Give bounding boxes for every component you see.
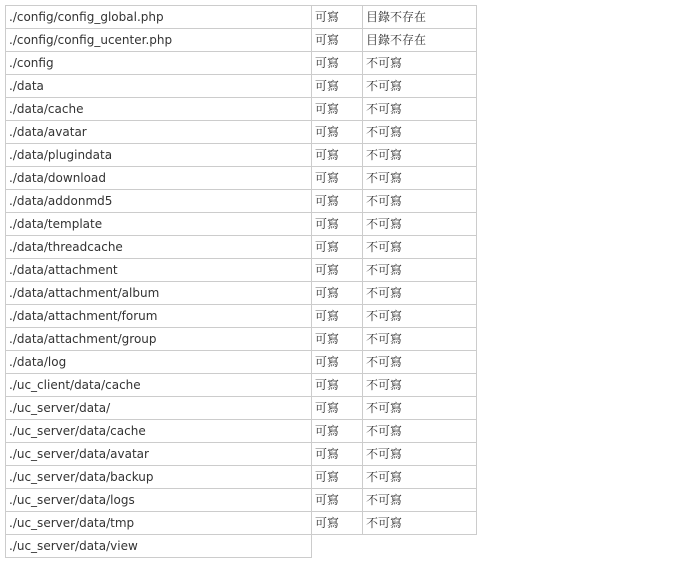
table-row	[6, 328, 477, 351]
required-permission-cell: 可寫	[312, 420, 363, 443]
directory-path-cell: ./data/cache	[6, 98, 312, 121]
empty-cell	[312, 535, 363, 558]
current-status-cell: 不可寫	[363, 305, 477, 328]
required-permission-cell: 可寫	[312, 29, 363, 52]
table-row	[6, 213, 477, 236]
table-row	[6, 190, 477, 213]
empty-cell	[363, 535, 477, 558]
required-permission-cell: 可寫	[312, 75, 363, 98]
current-status-cell: 不可寫	[363, 512, 477, 535]
current-status-cell: 目錄不存在	[363, 29, 477, 52]
table-row	[6, 259, 477, 282]
table-row	[6, 351, 477, 374]
current-status-cell: 不可寫	[363, 236, 477, 259]
table-row	[6, 75, 477, 98]
directory-path-cell: ./data/template	[6, 213, 312, 236]
table-row	[6, 420, 477, 443]
required-permission-cell: 可寫	[312, 236, 363, 259]
directory-path-cell: ./uc_server/data/cache	[6, 420, 312, 443]
directory-path-cell: ./config/config_global.php	[6, 6, 312, 29]
current-status-cell: 不可寫	[363, 397, 477, 420]
table-row	[6, 52, 477, 75]
directory-path-cell: ./data/plugindata	[6, 144, 312, 167]
required-permission-cell: 可寫	[312, 489, 363, 512]
table-row	[6, 535, 477, 558]
required-permission-cell: 可寫	[312, 213, 363, 236]
current-status-cell: 不可寫	[363, 374, 477, 397]
directory-path-cell: ./data	[6, 75, 312, 98]
directory-path-cell: ./data/attachment/group	[6, 328, 312, 351]
directory-path-cell: ./data/threadcache	[6, 236, 312, 259]
current-status-cell: 不可寫	[363, 259, 477, 282]
required-permission-cell: 可寫	[312, 305, 363, 328]
table-row	[6, 144, 477, 167]
current-status-cell: 目錄不存在	[363, 6, 477, 29]
directory-path-cell: ./data/attachment/album	[6, 282, 312, 305]
current-status-cell: 不可寫	[363, 351, 477, 374]
directory-path-cell: ./data/attachment	[6, 259, 312, 282]
required-permission-cell: 可寫	[312, 121, 363, 144]
directory-path-cell: ./uc_server/data/tmp	[6, 512, 312, 535]
directory-permission-table	[5, 5, 477, 558]
required-permission-cell: 可寫	[312, 98, 363, 121]
required-permission-cell: 可寫	[312, 282, 363, 305]
directory-path-cell: ./config/config_ucenter.php	[6, 29, 312, 52]
table-row	[6, 397, 477, 420]
directory-path-cell: ./uc_server/data/avatar	[6, 443, 312, 466]
required-permission-cell: 可寫	[312, 328, 363, 351]
current-status-cell: 不可寫	[363, 144, 477, 167]
table-row	[6, 443, 477, 466]
directory-path-cell: ./uc_server/data/backup	[6, 466, 312, 489]
directory-path-cell: ./data/attachment/forum	[6, 305, 312, 328]
current-status-cell: 不可寫	[363, 121, 477, 144]
table-row	[6, 236, 477, 259]
required-permission-cell: 可寫	[312, 351, 363, 374]
table-row	[6, 6, 477, 29]
table-row	[6, 282, 477, 305]
current-status-cell: 不可寫	[363, 466, 477, 489]
required-permission-cell: 可寫	[312, 144, 363, 167]
current-status-cell: 不可寫	[363, 282, 477, 305]
current-status-cell: 不可寫	[363, 167, 477, 190]
table-row	[6, 466, 477, 489]
directory-permission-table-body	[6, 6, 477, 558]
directory-path-cell: ./data/download	[6, 167, 312, 190]
current-status-cell: 不可寫	[363, 213, 477, 236]
directory-path-cell: ./data/addonmd5	[6, 190, 312, 213]
required-permission-cell: 可寫	[312, 443, 363, 466]
current-status-cell: 不可寫	[363, 190, 477, 213]
required-permission-cell: 可寫	[312, 374, 363, 397]
required-permission-cell: 可寫	[312, 190, 363, 213]
required-permission-cell: 可寫	[312, 397, 363, 420]
required-permission-cell: 可寫	[312, 512, 363, 535]
current-status-cell: 不可寫	[363, 443, 477, 466]
table-row	[6, 167, 477, 190]
directory-path-cell: ./config	[6, 52, 312, 75]
table-row	[6, 29, 477, 52]
current-status-cell: 不可寫	[363, 52, 477, 75]
directory-path-cell: ./data/avatar	[6, 121, 312, 144]
directory-path-cell: ./data/log	[6, 351, 312, 374]
required-permission-cell: 可寫	[312, 259, 363, 282]
table-row	[6, 98, 477, 121]
current-status-cell: 不可寫	[363, 420, 477, 443]
required-permission-cell: 可寫	[312, 466, 363, 489]
directory-path-cell: ./uc_server/data/view	[6, 535, 312, 558]
table-row	[6, 512, 477, 535]
table-row	[6, 305, 477, 328]
current-status-cell: 不可寫	[363, 328, 477, 351]
table-row	[6, 374, 477, 397]
required-permission-cell: 可寫	[312, 167, 363, 190]
current-status-cell: 不可寫	[363, 98, 477, 121]
required-permission-cell: 可寫	[312, 6, 363, 29]
directory-path-cell: ./uc_server/data/logs	[6, 489, 312, 512]
table-row	[6, 489, 477, 512]
table-row	[6, 121, 477, 144]
current-status-cell: 不可寫	[363, 75, 477, 98]
directory-path-cell: ./uc_client/data/cache	[6, 374, 312, 397]
directory-path-cell: ./uc_server/data/	[6, 397, 312, 420]
current-status-cell: 不可寫	[363, 489, 477, 512]
required-permission-cell: 可寫	[312, 52, 363, 75]
